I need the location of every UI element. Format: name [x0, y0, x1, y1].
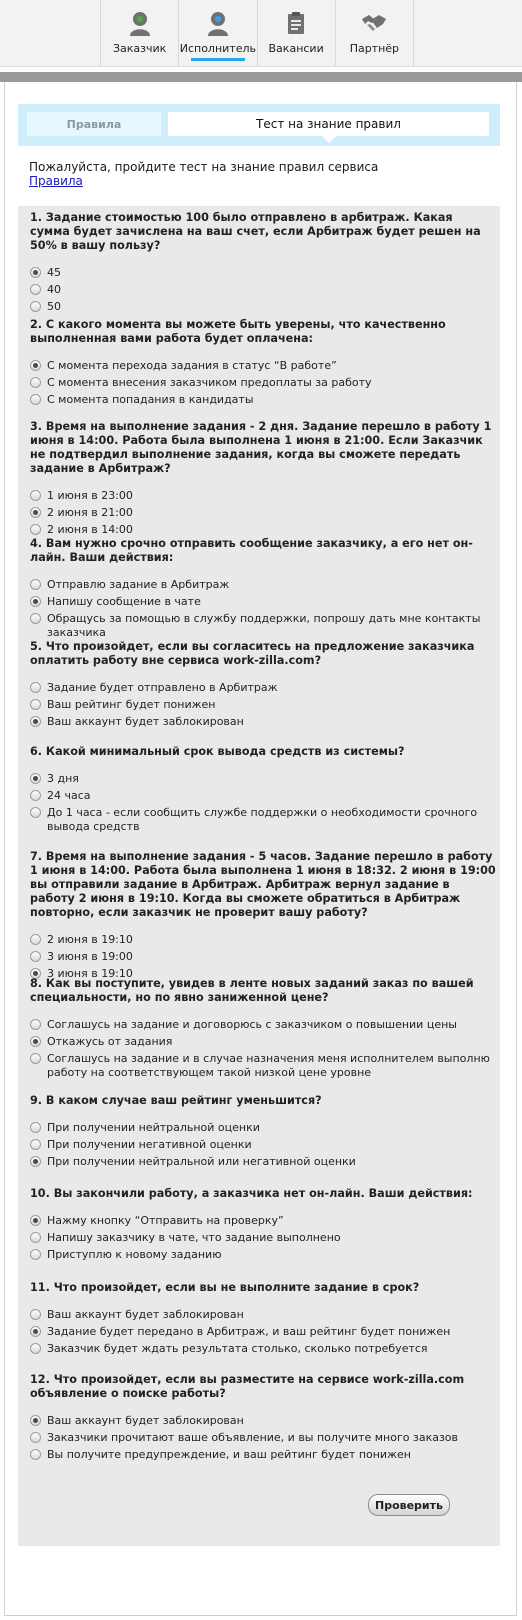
- nav-item-vacancies[interactable]: [258, 0, 336, 66]
- answer-label: Откажусь от задания: [47, 1035, 173, 1048]
- partner-icon: [361, 10, 387, 36]
- question-text: 6. Какой минимальный срок вывода средств из системы?: [30, 745, 405, 758]
- answer-option[interactable]: [30, 1308, 496, 1322]
- answer-label: При получении нейтральной или негативной оценки: [47, 1155, 356, 1168]
- answer-option[interactable]: [30, 1431, 496, 1445]
- radio-button[interactable]: [30, 394, 41, 405]
- question-text: 11. Что произойдет, если вы не выполните задание в срок?: [30, 1281, 420, 1294]
- tab-rules-test[interactable]: [168, 112, 489, 136]
- answer-options: [30, 1414, 496, 1462]
- answer-option[interactable]: [30, 578, 496, 592]
- answer-option[interactable]: [30, 1214, 496, 1228]
- nav-item-label: Исполнитель: [179, 42, 256, 55]
- question-text: 4. Вам нужно срочно отправить сообщение заказчику, а его нет он-лайн. Ваши действия:: [30, 537, 473, 564]
- radio-button[interactable]: [30, 1053, 41, 1064]
- answer-option[interactable]: [30, 698, 496, 712]
- question-text: 7. Время на выполнение задания - 5 часов. Задание перешло в работу 1 июня в 14:00. Работа была выполнена 1 июня в 18:32. 2 июня в 19:00 вы отправили задание в Арбитраж. Арбитраж вернул задание в работу 2 июня в 19:10. Когда вы сможете обратиться в Арбитраж повторно, если заказчик не проверит вашу работу?: [30, 850, 496, 919]
- radio-button[interactable]: [30, 1326, 41, 1337]
- answer-option[interactable]: [30, 681, 496, 695]
- radio-button[interactable]: [30, 579, 41, 590]
- answer-option[interactable]: [30, 489, 496, 503]
- answer-label: С момента внесения заказчиком предоплаты за работу: [47, 376, 372, 389]
- question-text: 8. Как вы поступите, увидев в ленте новых заданий заказ по вашей специальности, но по явно заниженной цене?: [30, 977, 474, 1004]
- tab-label: Тест на знание правил: [256, 117, 401, 131]
- answer-option[interactable]: [30, 772, 496, 786]
- nav-item-partner[interactable]: [336, 0, 414, 66]
- answer-option[interactable]: [30, 1052, 496, 1080]
- intro: [29, 160, 378, 188]
- tab-pointer: [322, 136, 336, 143]
- answer-option[interactable]: [30, 1018, 496, 1032]
- answer-label: Соглашусь на задание и договорюсь с заказчиком о повышении цены: [47, 1018, 457, 1031]
- question-text: 12. Что произойдет, если вы разместите на сервисе work-zilla.com объявление о поиске работы?: [30, 1373, 465, 1400]
- answer-option[interactable]: [30, 789, 496, 803]
- answer-label: Задание будет отправлено в Арбитраж: [47, 681, 278, 694]
- answer-option[interactable]: [30, 1155, 496, 1169]
- question-block: [30, 537, 496, 643]
- answer-options: [30, 1214, 496, 1262]
- radio-button[interactable]: [30, 490, 41, 501]
- answer-option[interactable]: [30, 1248, 496, 1262]
- tab-rules[interactable]: Правила: [27, 112, 161, 136]
- question-block: [30, 640, 496, 732]
- answer-option[interactable]: [30, 715, 496, 729]
- answer-label: 1 июня в 23:00: [47, 489, 133, 502]
- question-block: [30, 1373, 496, 1465]
- nav-item-label: Вакансии: [268, 42, 324, 55]
- nav-item-executor[interactable]: [179, 0, 257, 66]
- answer-option[interactable]: [30, 359, 496, 373]
- radio-button[interactable]: [30, 377, 41, 388]
- radio-button[interactable]: [30, 1449, 41, 1460]
- question-block: [30, 211, 496, 317]
- question-block: [30, 850, 496, 984]
- answer-label: 3 июня в 19:00: [47, 950, 133, 963]
- answer-option[interactable]: [30, 1231, 496, 1245]
- radio-button[interactable]: [30, 1139, 41, 1150]
- nav-item-label: Партнёр: [349, 42, 400, 55]
- top-navigation: [0, 0, 522, 67]
- answer-label: При получении нейтральной оценки: [47, 1121, 260, 1134]
- radio-button[interactable]: [30, 1343, 41, 1354]
- answer-option[interactable]: [30, 506, 496, 520]
- answer-option[interactable]: [30, 612, 496, 640]
- question-text: 3. Время на выполнение задания - 2 дня. Задание перешло в работу 1 июня в 14:00. Работа была выполнена 1 июня в 21:00. Если Заказчик не подтвердил выполнение задания, когда вы сможете передать задание в Арбитраж?: [30, 420, 492, 475]
- answer-option[interactable]: [30, 806, 496, 834]
- radio-button[interactable]: [30, 1019, 41, 1030]
- rules-link[interactable]: Правила: [29, 174, 83, 188]
- header-divider: [0, 72, 522, 82]
- radio-button[interactable]: [30, 596, 41, 607]
- radio-button[interactable]: [30, 284, 41, 295]
- answer-option[interactable]: [30, 523, 496, 537]
- executor-icon: [205, 10, 231, 36]
- radio-button[interactable]: [30, 682, 41, 693]
- answer-option[interactable]: [30, 1035, 496, 1049]
- answer-options: [30, 772, 496, 834]
- answer-label: 50: [47, 300, 61, 313]
- answer-label: 45: [47, 266, 61, 279]
- answer-option[interactable]: [30, 1342, 496, 1356]
- answer-label: 3 дня: [47, 772, 79, 785]
- radio-button[interactable]: [30, 524, 41, 535]
- answer-label: Ваш рейтинг будет понижен: [47, 698, 216, 711]
- answer-options: [30, 266, 496, 314]
- answer-label: Нажму кнопку “Отправить на проверку”: [47, 1214, 284, 1227]
- answer-label: 2 июня в 14:00: [47, 523, 133, 536]
- answer-options: [30, 1308, 496, 1356]
- radio-button[interactable]: [30, 1122, 41, 1133]
- radio-button[interactable]: [30, 1432, 41, 1443]
- answer-option[interactable]: [30, 266, 496, 280]
- radio-button[interactable]: [30, 807, 41, 818]
- answer-label: Соглашусь на задание и в случае назначения меня исполнителем выполню работу на соответствующем такой низкой цене уровне: [47, 1052, 490, 1079]
- answer-option[interactable]: [30, 595, 496, 609]
- question-block: [30, 977, 496, 1083]
- answer-option[interactable]: [30, 1414, 496, 1428]
- answer-label: 24 часа: [47, 789, 91, 802]
- answer-label: 2 июня в 21:00: [47, 506, 133, 519]
- answer-label: Ваш аккаунт будет заблокирован: [47, 715, 244, 728]
- answer-option[interactable]: [30, 376, 496, 390]
- question-text: 2. С какого момента вы можете быть уверены, что качественно выполненная вами работа будет оплачена:: [30, 318, 446, 345]
- answer-options: [30, 489, 496, 537]
- radio-button[interactable]: [30, 301, 41, 312]
- question-block: [30, 318, 496, 410]
- answer-label: Ваш аккаунт будет заблокирован: [47, 1414, 244, 1427]
- nav-item-label: Заказчик: [112, 42, 167, 55]
- radio-button[interactable]: [30, 1232, 41, 1243]
- answer-options: [30, 578, 496, 640]
- radio-button[interactable]: [30, 1249, 41, 1260]
- answer-label: Ваш аккаунт будет заблокирован: [47, 1308, 244, 1321]
- question-text: 5. Что произойдет, если вы согласитесь на предложение заказчика оплатить работу вне сервиса work-zilla.com?: [30, 640, 475, 667]
- answer-option[interactable]: [30, 1325, 496, 1339]
- answer-label: При получении негативной оценки: [47, 1138, 252, 1151]
- question-block: [30, 1094, 496, 1172]
- answer-label: 3 июня в 19:10: [47, 967, 133, 980]
- radio-button[interactable]: [30, 360, 41, 371]
- answer-label: С момента перехода задания в статус “В работе”: [47, 359, 337, 372]
- question-text: 9. В каком случае ваш рейтинг уменьшится?: [30, 1094, 322, 1107]
- nav-item-customer[interactable]: [101, 0, 179, 66]
- answer-option[interactable]: [30, 950, 496, 964]
- radio-button[interactable]: [30, 773, 41, 784]
- answer-option[interactable]: [30, 1121, 496, 1135]
- answer-option[interactable]: [30, 393, 496, 407]
- answer-label: Обращусь за помощью в службу поддержки, попрошу дать мне контакты заказчика: [47, 612, 481, 639]
- radio-button[interactable]: [30, 1415, 41, 1426]
- question-text: 1. Задание стоимостью 100 было отправлено в арбитраж. Какая сумма будет зачислена на ваш счет, если Арбитраж будет решен на 50% в вашу пользу?: [30, 211, 481, 252]
- radio-button[interactable]: [30, 951, 41, 962]
- nav-items: [100, 0, 414, 66]
- answer-label: До 1 часа - если сообщить службе поддержки о необходимости срочного вывода средств: [47, 806, 478, 833]
- answer-label: Заказчики прочитают ваше объявление, и вы получите много заказов: [47, 1431, 459, 1444]
- question-block: [30, 745, 496, 837]
- radio-button[interactable]: [30, 699, 41, 710]
- answer-option[interactable]: [30, 1448, 496, 1462]
- radio-button[interactable]: [30, 267, 41, 278]
- answer-label: Приступлю к новому заданию: [47, 1248, 222, 1261]
- radio-button[interactable]: [30, 934, 41, 945]
- check-button[interactable]: Проверить: [368, 1494, 450, 1516]
- customer-icon: [127, 10, 153, 36]
- radio-button[interactable]: [30, 1156, 41, 1167]
- vacancies-icon: [283, 10, 309, 36]
- intro-text: Пожалуйста, пройдите тест на знание правил сервиса: [29, 160, 379, 174]
- answer-label: Напишу заказчику в чате, что задание выполнено: [47, 1231, 341, 1244]
- answer-label: Задание будет передано в Арбитраж, и ваш рейтинг будет понижен: [47, 1325, 451, 1338]
- answer-label: Вы получите предупреждение, и ваш рейтинг будет понижен: [47, 1448, 411, 1461]
- question-text: 10. Вы закончили работу, а заказчика нет он-лайн. Ваши действия:: [30, 1187, 473, 1200]
- answer-options: [30, 1121, 496, 1169]
- question-block: [30, 1281, 496, 1359]
- radio-button[interactable]: [30, 613, 41, 624]
- answer-option[interactable]: [30, 933, 496, 947]
- radio-button[interactable]: [30, 1036, 41, 1047]
- answer-label: Напишу сообщение в чате: [47, 595, 201, 608]
- answer-option[interactable]: [30, 1138, 496, 1152]
- answer-label: С момента попадания в кандидаты: [47, 393, 254, 406]
- answer-options: [30, 681, 496, 729]
- answer-label: 40: [47, 283, 61, 296]
- radio-button[interactable]: [30, 507, 41, 518]
- answer-options: [30, 1018, 496, 1080]
- answer-label: Отправлю задание в Арбитраж: [47, 578, 230, 591]
- active-tab-indicator: [191, 58, 244, 61]
- question-block: [30, 420, 496, 540]
- answer-option[interactable]: [30, 283, 496, 297]
- answer-option[interactable]: [30, 300, 496, 314]
- radio-button[interactable]: [30, 1309, 41, 1320]
- radio-button[interactable]: [30, 716, 41, 727]
- answer-options: [30, 933, 496, 981]
- answer-label: Заказчик будет ждать результата столько, сколько потребуется: [47, 1342, 428, 1355]
- radio-button[interactable]: [30, 1215, 41, 1226]
- question-block: [30, 1187, 496, 1265]
- answer-options: [30, 359, 496, 407]
- radio-button[interactable]: [30, 790, 41, 801]
- answer-label: 2 июня в 19:10: [47, 933, 133, 946]
